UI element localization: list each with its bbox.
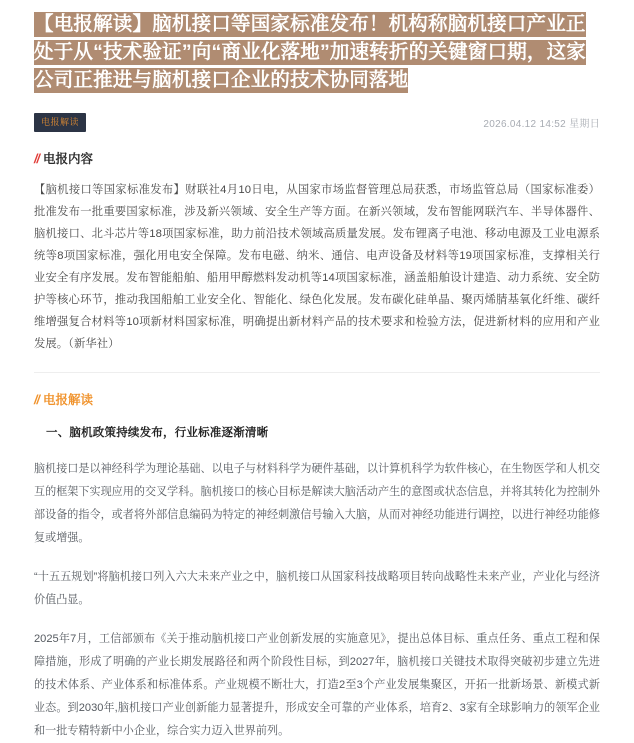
section-divider [34, 372, 600, 373]
slash-marker-icon: // [34, 152, 39, 166]
section-header-analysis [34, 391, 600, 409]
publish-date: 2026.04.12 14:52 星期日 [483, 118, 600, 130]
analysis-paragraph: 2025年7月，工信部颁布《关于推动脑机接口产业创新发展的实施意见》，提出总体目标、重点任务、重点工程和保障措施，形成了明确的产业长期发展路径和两个阶段性目标，到2027年，脑机接口关键技术取得突破初步建立先进的技术体系、产业体系和标准体系。产业规模不断壮大，打造2至3个产业发展集聚区，开拓一批新场景、新模式新业态。到2030年,脑机接口产业创新能力显著提升，形成安全可靠的产业体系，培育2、3家有全球影响力的领军企业和一批专精特新中小企业，综合实力迈入世界前列。 [34, 633, 600, 737]
section-header-content-label: 电报内容 [42, 152, 93, 166]
telegram-body-paragraph: 【脑机接口等国家标准发布】财联社4月10日电，从国家市场监督管理总局获悉，市场监管总局（国家标准委）批准发布一批重要国家标准，涉及新兴领域、安全生产等方面。在新兴领域，发布智能网联汽车、半导体器件、脑机接口、北斗芯片等18项国家标准，助力前沿技术领域高质量发展。发布锂离子电池、移动电源及工业电源系统等8项国家标准，强化用电安全保障。发布电磁、纳米、通信、电声设备及材料等19项国家标准，支撑相关行业安全有序发展。发布智能船舶、船用甲醇燃料发动机等14项国家标准，涵盖船舶设计建造、动力系统、安全防护等核心环节，推动我国船舶工业安全化、智能化、绿色化发展。发布碳化硅单晶、聚丙烯腈基氧化纤维、碳纤维增强复合材料等10项新材料国家标准，明确提出新材料产品的技术要求和检验方法，促进新材料的应用和产业发展。（新华社） [34, 184, 600, 350]
section-header-analysis-label: 电报解读 [42, 393, 93, 407]
section-header-content [34, 150, 600, 168]
category-tag[interactable]: 电报解读 [34, 113, 86, 132]
analysis-subheading: 一、脑机政策持续发布，行业标准逐渐清晰 [46, 427, 269, 439]
page-title-text: 【电报解读】脑机接口等国家标准发布！机构称脑机接口产业正处于从“技术验证”向“商业化落地”加速转折的关键窗口期，这家公司正推进与脑机接口企业的技术协同落地 [34, 13, 587, 91]
analysis-paragraph: “十五五规划”将脑机接口列入六大未来产业之中，脑机接口从国家科技战略项目转向战略性未来产业，产业化与经济价值凸显。 [34, 571, 600, 606]
slash-marker-icon: // [34, 393, 39, 407]
analysis-paragraph: 脑机接口是以神经科学为理论基础、以电子与材料科学为硬件基础，以计算机科学为软件核心，在生物医学和人机交互的框架下实现应用的交叉学科。脑机接口的核心目标是解读大脑活动产生的意图或状态信息，并将其转化为控制外部设备的指令，或者将外部信息编码为特定的神经刺激信号输入大脑，从而对神经功能进行调控，以进行神经功能修复或增强。 [34, 463, 600, 544]
article-meta-row [34, 112, 600, 132]
page-title [34, 0, 600, 94]
